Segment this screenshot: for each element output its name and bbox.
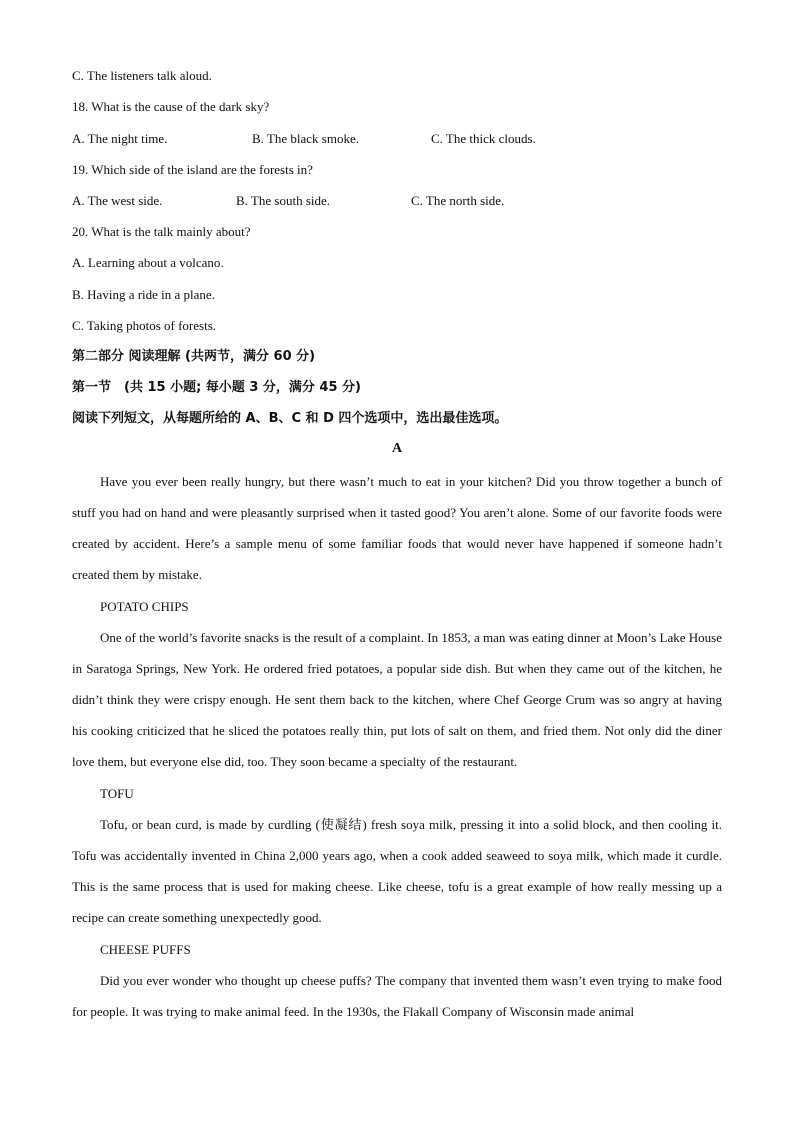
part-title: 第二部分 阅读理解 (共两节，满分 60 分)	[72, 349, 316, 364]
q19-option-b: B. The south side.	[236, 193, 331, 208]
q19-option-c: C. The north side.	[411, 193, 505, 208]
heading-tofu: TOFU	[100, 786, 134, 801]
q19-option-a: A. The west side.	[72, 193, 163, 208]
q18-question: 18. What is the cause of the dark sky?	[72, 99, 270, 114]
q18-option-a: A. The night time.	[72, 131, 168, 146]
q18-option-c: C. The thick clouds.	[431, 131, 536, 146]
q17-option-c: C. The listeners talk aloud.	[72, 68, 212, 83]
heading-cheese-puffs: CHEESE PUFFS	[100, 942, 191, 957]
section-instruction: 阅读下列短文，从每题所给的 A、B、C 和 D 四个选项中，选出最佳选项。	[72, 411, 508, 426]
paragraph-tofu: Tofu, or bean curd, is made by curdling (使凝结) fresh soya milk, pressing it into a solid block, and then cooling it. Tofu was accidentally invented in China 2,000 years ago, when a cook added seaweed to soya milk, which made it curdle. This is the same process that is used for making cheese. Like cheese, tofu is a great example of how really messing up a recipe can create something unexpectedly good.	[72, 817, 722, 925]
q20-option-b: B. Having a ride in a plane.	[72, 287, 215, 302]
paragraph-potato-chips: One of the world’s favorite snacks is the result of a complaint. In 1853, a man was eating dinner at Moon’s Lake House in Saratoga Springs, New York. He ordered fried potatoes, a popular side dish. But when they came out of the kitchen, he didn’t think they were crispy enough. He sent them back to the kitchen, where Chef George Crum was so angry at having his cooking criticized that he sliced the potatoes really thin, put lots of salt on them, and fried them. Not only did the diner love them, but everyone else did, too. They soon became a specialty of the restaurant.	[72, 630, 722, 769]
heading-potato-chips: POTATO CHIPS	[100, 599, 189, 614]
passage-intro: Have you ever been really hungry, but there wasn’t much to eat in your kitchen? Did you throw together a bunch of stuff you had on hand and were pleasantly surprised when it tasted good? You aren’t alone. Some of our favorite foods were created by accident. Here’s a sample menu of some familiar foods that would never have happened if someone hadn’t created them by mistake.	[72, 474, 722, 582]
paragraph-cheese-puffs: Did you ever wonder who thought up cheese puffs? The company that invented them wasn’t even trying to make food for people. It was trying to make animal feed. In the 1930s, the Flakall Company of Wisconsin made animal	[72, 973, 722, 1019]
section-subtitle: 第一节 (共 15 小题; 每小题 3 分，满分 45 分)	[72, 380, 361, 395]
passage-label: A	[391, 441, 403, 456]
q20-question: 20. What is the talk mainly about?	[72, 224, 251, 239]
q20-option-c: C. Taking photos of forests.	[72, 318, 217, 333]
q20-option-a: A. Learning about a volcano.	[72, 255, 224, 270]
q19-question: 19. Which side of the island are the forests in?	[72, 162, 313, 177]
q18-option-b: B. The black smoke.	[252, 131, 359, 146]
